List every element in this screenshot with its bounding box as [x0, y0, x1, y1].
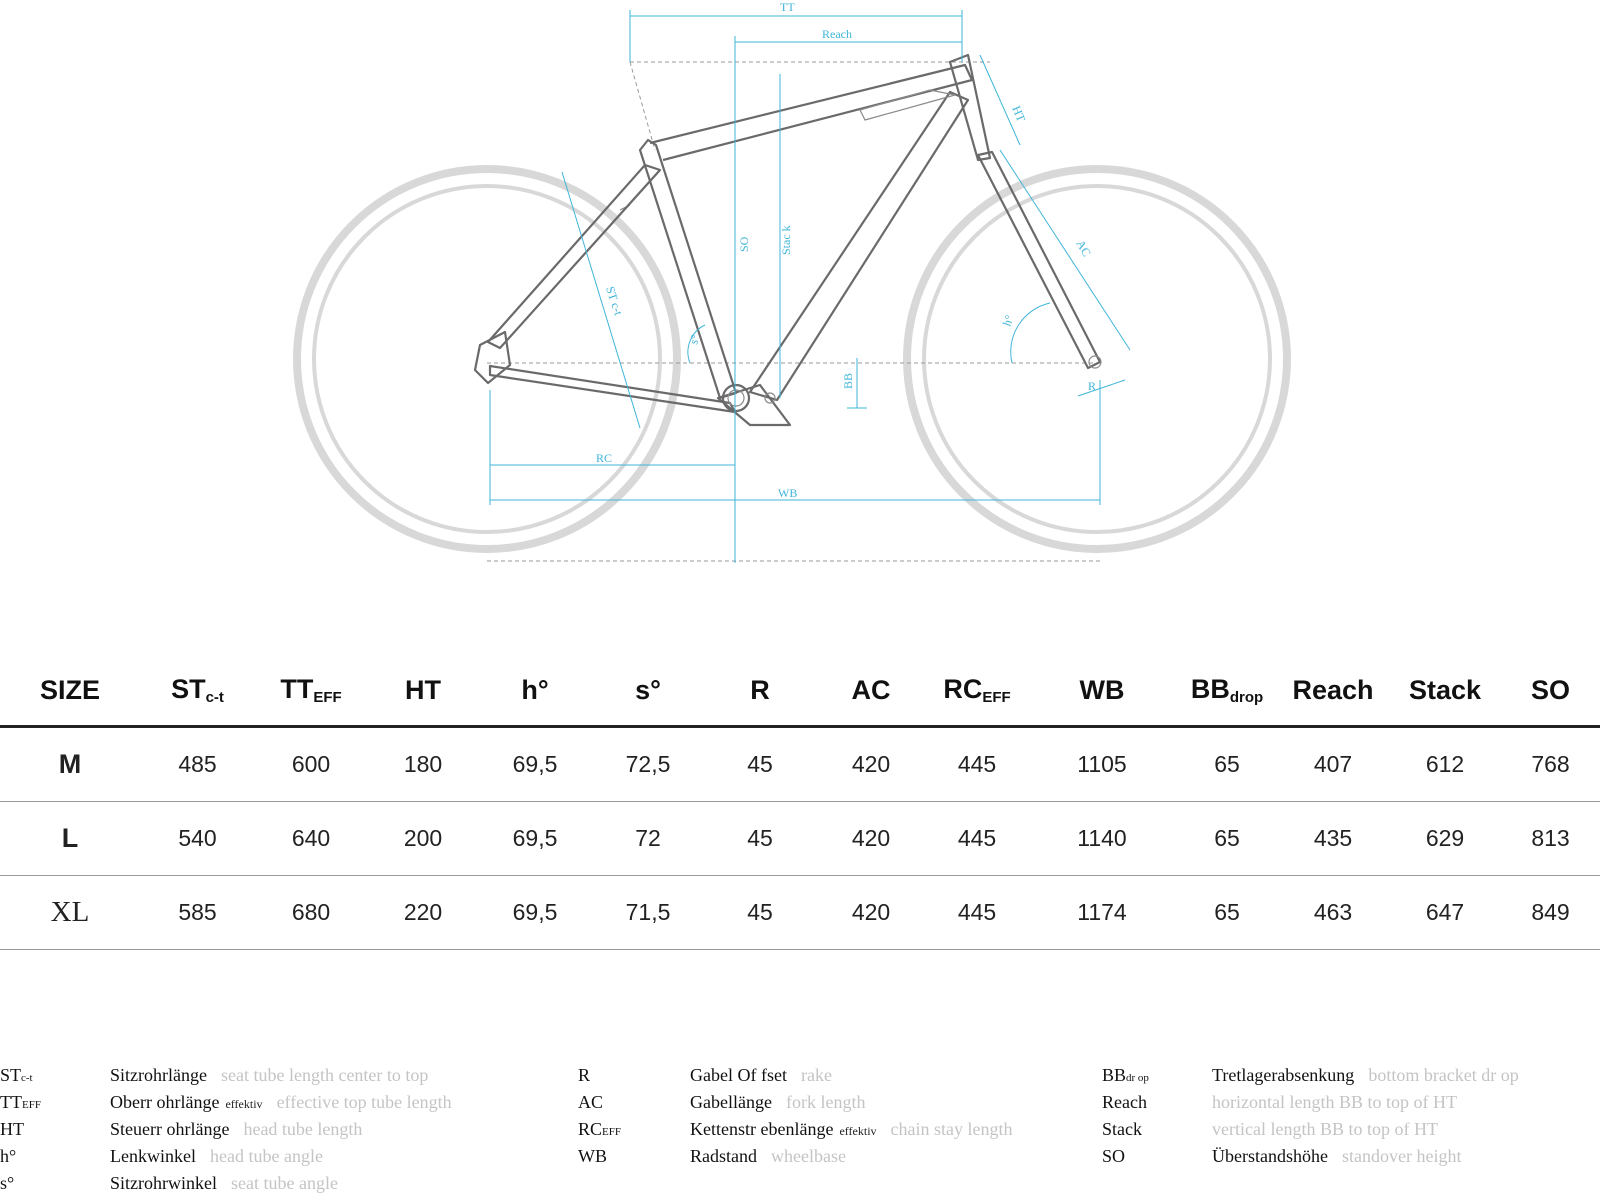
legend-english: seat tube length center to top [220, 1065, 429, 1085]
legend-german: Oberr ohrlänge [110, 1092, 220, 1112]
legend-description [690, 1089, 865, 1116]
value-cell: 69,5 [479, 802, 591, 876]
value-cell: 180 [367, 727, 479, 802]
legend-english: head tube angle [209, 1146, 323, 1166]
legend-german: Sitzrohrwinkel [110, 1173, 217, 1193]
legend-abbr-main: WB [578, 1146, 607, 1166]
legend-item [578, 1143, 1098, 1170]
legend-abbr-main: Stack [1102, 1119, 1142, 1139]
bike-geometry-svg [0, 0, 1600, 580]
value-cell: 45 [705, 802, 815, 876]
table-row [0, 727, 1600, 802]
value-cell: 463 [1277, 876, 1389, 950]
column-header [591, 655, 705, 727]
legend-abbr [0, 1143, 16, 1170]
legend-item [0, 1062, 520, 1089]
column-header-sub: c-t [205, 689, 224, 706]
legend-english: head tube length [243, 1119, 363, 1139]
value-cell: 45 [705, 727, 815, 802]
legend-abbr-main: RC [578, 1119, 603, 1139]
legend-english: seat tube angle [230, 1173, 338, 1193]
column-header [367, 655, 479, 727]
label-bb: BB [841, 372, 855, 389]
label-stack: Stac k [779, 225, 793, 255]
legend-item [578, 1062, 1098, 1089]
legend-german: Überstandshöhe [1212, 1146, 1328, 1166]
legend-german-note: effektiv [839, 1124, 877, 1138]
legend-description [690, 1062, 832, 1089]
legend-german: Gabel Of fset [690, 1065, 787, 1085]
table-body [0, 727, 1600, 950]
legend-abbr [1102, 1143, 1125, 1170]
legend-abbr-sub: c-t [21, 1072, 33, 1084]
legend-abbr [1102, 1062, 1149, 1092]
legend-english: standover height [1341, 1146, 1462, 1166]
column-header [1501, 655, 1600, 727]
geometry-table [0, 655, 1600, 950]
legend-item [0, 1089, 520, 1116]
legend-description [110, 1116, 362, 1143]
legend-description [1212, 1116, 1438, 1143]
table-row [0, 876, 1600, 950]
legend-abbr-sub: dr op [1126, 1072, 1149, 1084]
value-cell: 69,5 [479, 876, 591, 950]
value-cell: 407 [1277, 727, 1389, 802]
label-tt: TT [780, 0, 795, 14]
value-cell: 1105 [1027, 727, 1177, 802]
size-cell: M [0, 727, 140, 802]
column-header-sub: EFF [982, 689, 1011, 706]
label-s-angle: s° [686, 333, 703, 346]
legend-abbr-main: h° [0, 1146, 17, 1166]
column-header [1389, 655, 1501, 727]
value-cell: 647 [1389, 876, 1501, 950]
legend-german: Kettenstr ebenlänge [690, 1119, 834, 1139]
value-cell: 612 [1389, 727, 1501, 802]
column-header-main: h° [521, 674, 549, 705]
label-st: ST c-t [603, 284, 626, 317]
column-header-main: AC [851, 674, 891, 705]
value-cell: 200 [367, 802, 479, 876]
column-header-main: ST [171, 674, 206, 704]
column-header-sub: EFF [313, 689, 342, 706]
legend-description [110, 1062, 428, 1089]
legend-description [110, 1170, 338, 1197]
legend-german: Radstand [690, 1146, 757, 1166]
legend-english: bottom bracket dr op [1368, 1065, 1519, 1085]
value-cell: 813 [1501, 802, 1600, 876]
table-header-row [0, 655, 1600, 727]
legend-abbr-main: s° [0, 1173, 15, 1193]
value-cell: 72,5 [591, 727, 705, 802]
value-cell: 65 [1177, 802, 1277, 876]
value-cell: 640 [255, 802, 367, 876]
legend-abbr [1102, 1116, 1142, 1143]
column-header [815, 655, 927, 727]
legend-german: Lenkwinkel [110, 1146, 196, 1166]
legend-abbr [0, 1062, 33, 1092]
column-header-main: Reach [1292, 674, 1374, 705]
column-header [479, 655, 591, 727]
legend-german: Gabellänge [690, 1092, 772, 1112]
legend-description [110, 1143, 323, 1170]
column-header [0, 655, 140, 727]
legend-english: horizontal length BB to top of HT [1212, 1092, 1457, 1112]
legend-abbr-main: R [578, 1065, 591, 1085]
legend-abbr-main: Reach [1102, 1092, 1147, 1112]
value-cell: 680 [255, 876, 367, 950]
column-header-main: TT [280, 674, 314, 704]
dimension-lines [490, 10, 1130, 563]
value-cell: 220 [367, 876, 479, 950]
legend-english: vertical length BB to top of HT [1212, 1119, 1438, 1139]
legend-english: effective top tube length [276, 1092, 452, 1112]
legend-english: wheelbase [771, 1146, 846, 1166]
legend-abbr [0, 1089, 41, 1119]
value-cell: 540 [140, 802, 255, 876]
legend-description [1212, 1143, 1461, 1170]
column-header [927, 655, 1027, 727]
column-header-main: HT [405, 674, 441, 705]
legend-german: Steuerr ohrlänge [110, 1119, 230, 1139]
label-so: SO [737, 236, 751, 252]
column-header [705, 655, 815, 727]
label-reach: Reach [822, 27, 852, 41]
legend-abbr-main: AC [578, 1092, 604, 1112]
label-r: R [1088, 379, 1097, 393]
bike-geometry-diagram [0, 0, 1600, 580]
label-rc: RC [596, 451, 613, 465]
legend-item [0, 1170, 520, 1197]
label-ht: HT [1009, 103, 1029, 124]
legend-german: Sitzrohrlänge [110, 1065, 207, 1085]
value-cell: 600 [255, 727, 367, 802]
value-cell: 629 [1389, 802, 1501, 876]
legend-abbr-main: HT [0, 1119, 24, 1139]
value-cell: 1140 [1027, 802, 1177, 876]
legend-abbr [578, 1089, 603, 1116]
legend-english: fork length [785, 1092, 866, 1112]
column-header-main: RC [943, 674, 983, 704]
legend-abbr [578, 1062, 590, 1089]
value-cell: 585 [140, 876, 255, 950]
column-header-main: WB [1079, 674, 1125, 705]
column-header [1177, 655, 1277, 727]
value-cell: 420 [815, 802, 927, 876]
value-cell: 1174 [1027, 876, 1177, 950]
value-cell: 445 [927, 802, 1027, 876]
value-cell: 445 [927, 876, 1027, 950]
label-h-angle: h° [999, 313, 1017, 329]
column-header [255, 655, 367, 727]
value-cell: 65 [1177, 727, 1277, 802]
legend-german-note: effektiv [225, 1097, 263, 1111]
legend-abbr [0, 1116, 24, 1143]
value-cell: 69,5 [479, 727, 591, 802]
legend-item [1102, 1062, 1600, 1089]
value-cell: 72 [591, 802, 705, 876]
column-header-main: SIZE [39, 674, 100, 705]
legend-item [1102, 1116, 1600, 1143]
legend-description [1212, 1062, 1519, 1089]
legend-abbr [1102, 1089, 1147, 1116]
legend-item [578, 1089, 1098, 1116]
legend-abbr [0, 1170, 14, 1197]
legend-description [110, 1089, 452, 1118]
legend-abbr [578, 1116, 621, 1146]
column-header-main: s° [635, 674, 661, 705]
legend-abbr-sub: EFF [602, 1126, 621, 1138]
value-cell: 71,5 [591, 876, 705, 950]
value-cell: 485 [140, 727, 255, 802]
legend-english: chain stay length [890, 1119, 1013, 1139]
table-row [0, 802, 1600, 876]
legend-description [690, 1143, 846, 1170]
value-cell: 420 [815, 876, 927, 950]
value-cell: 45 [705, 876, 815, 950]
legend-item [578, 1116, 1098, 1143]
legend-item [0, 1116, 520, 1143]
column-header-main: SO [1530, 674, 1570, 705]
value-cell: 445 [927, 727, 1027, 802]
value-cell: 768 [1501, 727, 1600, 802]
legend-abbr [578, 1143, 607, 1170]
legend-abbr-main: ST [0, 1065, 22, 1085]
legend-item [1102, 1143, 1600, 1170]
label-ac: AC [1073, 237, 1094, 259]
column-header-main: Stack [1408, 674, 1482, 705]
size-cell: XL [0, 876, 140, 950]
legend-abbr-main: SO [1102, 1146, 1126, 1166]
legend-abbr-sub: EFF [22, 1099, 41, 1111]
legend-description [1212, 1089, 1457, 1116]
legend-item [0, 1143, 520, 1170]
legend-abbr-main: TT [0, 1092, 22, 1112]
legend-description [690, 1116, 1013, 1145]
column-header-sub: drop [1229, 689, 1264, 706]
legend-item [1102, 1089, 1600, 1116]
column-header [1277, 655, 1389, 727]
label-wb: WB [778, 486, 798, 500]
column-header-main: BB [1190, 674, 1230, 704]
value-cell: 849 [1501, 876, 1600, 950]
column-header-main: R [750, 674, 770, 705]
value-cell: 65 [1177, 876, 1277, 950]
front-wheel [907, 169, 1287, 549]
legend-abbr-main: BB [1102, 1065, 1127, 1085]
legend-german: Tretlagerabsenkung [1212, 1065, 1355, 1085]
value-cell: 420 [815, 727, 927, 802]
column-header [1027, 655, 1177, 727]
rear-wheel [297, 169, 677, 549]
column-header [140, 655, 255, 727]
size-cell: L [0, 802, 140, 876]
value-cell: 435 [1277, 802, 1389, 876]
legend-english: rake [800, 1065, 832, 1085]
